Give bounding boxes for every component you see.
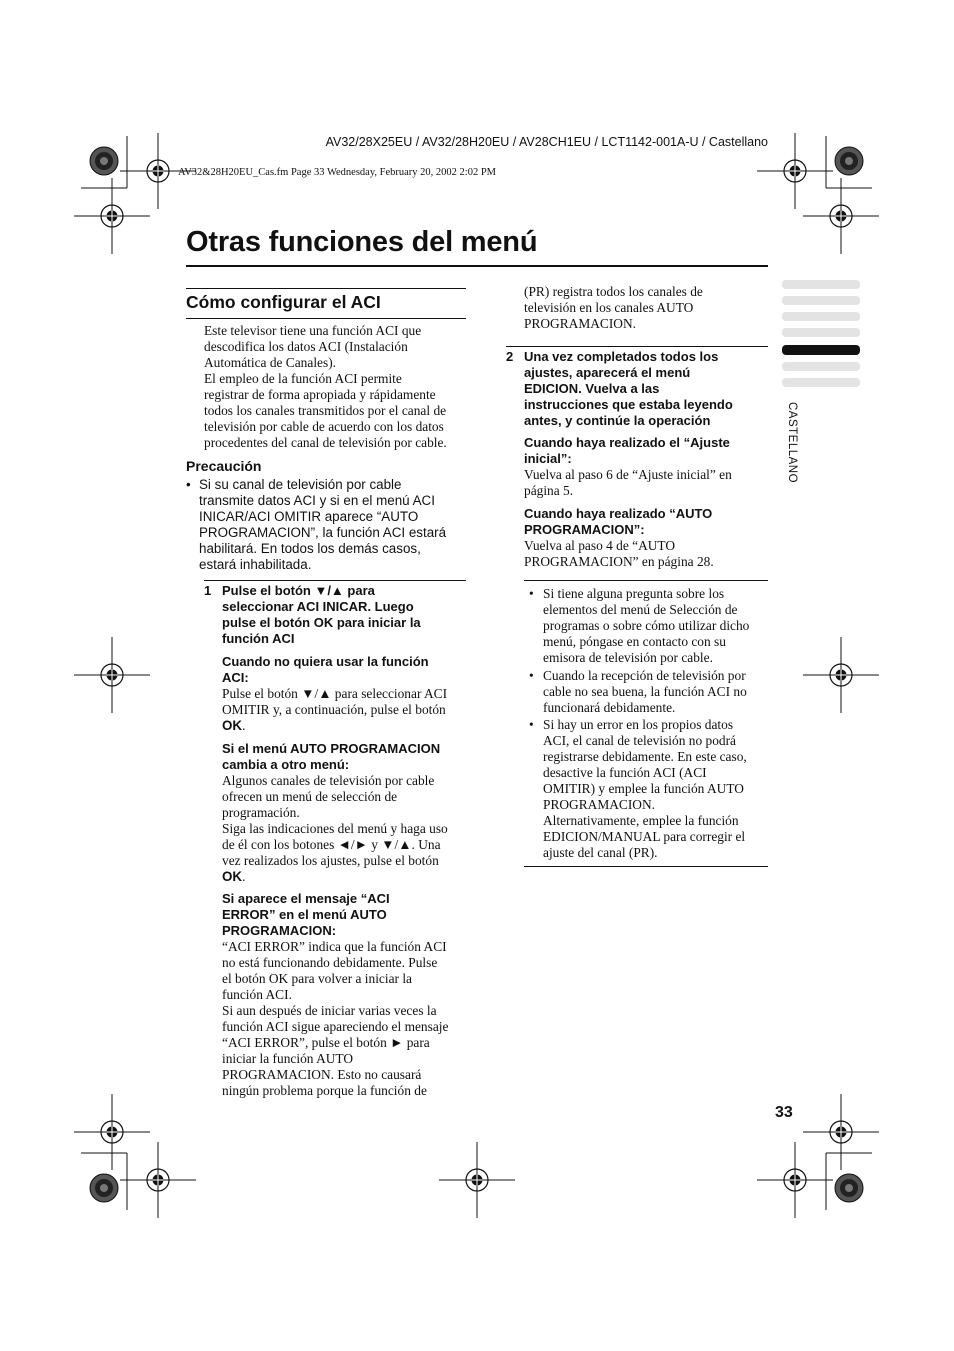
- model-header: AV32/28X25EU / AV32/28H20EU / AV28CH1EU / LCT1142-001A-U / Castellano: [325, 135, 768, 149]
- precaucion-heading: Precaución: [186, 458, 262, 474]
- step1-sub2-heading: Si el menú AUTO PROGRAMACION cambia a otro menú:: [222, 741, 441, 772]
- step2-number: 2: [506, 349, 514, 364]
- step1-rule: [204, 580, 466, 581]
- notes-rule-top: [524, 580, 768, 581]
- step2-text: Una vez completados todos los ajustes, aparecerá el menú EDICION. Vuelva a las instrucciones que estaba leyendo antes, y continúe la operación: [524, 349, 733, 428]
- page-number: 33: [775, 1104, 793, 1121]
- step1-sub3-text: “ACI ERROR” indica que la función ACI no está funcionando debidamente. Pulse el botón OK para volver a iniciar la función ACI. Si aun después de iniciar varias veces la función ACI sigue apareciendo el mensaje “ACI ERROR”, pulse el botón ► para iniciar la función AUTO PROGRAMACION. Esto no causará ningún problema porque la función de: [222, 939, 449, 1098]
- step2-sub2-text: Vuelva al paso 4 de “AUTO PROGRAMACION” en página 28.: [524, 538, 714, 569]
- step1-sub1-heading: Cuando no quiera usar la función ACI:: [222, 654, 429, 685]
- precaucion-text: Si su canal de televisión por cable transmite datos ACI y si en el menú ACI INICAR/ACI OMITIR aparece “AUTO PROGRAMACION”, la función ACI estará habilitará. En todos los demás casos, estará inhabilitada.: [199, 477, 447, 572]
- step2-sub2-heading: Cuando haya realizado “AUTO PROGRAMACION”:: [524, 506, 713, 537]
- note-bullet-3: •: [529, 717, 534, 732]
- title-rule: [186, 265, 768, 267]
- step1-sub2-text: Algunos canales de televisión por cable ofrecen un menú de selección de programación. Siga las indicaciones del menú y haga uso de él con los botones ◄/► y ▼/▲. Una vez realizados los ajustes, pulse el botón OK.: [222, 773, 448, 884]
- note-2: Cuando la recepción de televisión por cable no sea buena, la función ACI no funcionará debidamente.: [543, 668, 747, 715]
- notes-rule-bottom: [524, 866, 768, 867]
- note-bullet-2: •: [529, 668, 534, 683]
- section-rule-bottom: [186, 318, 466, 319]
- note-1: Si tiene alguna pregunta sobre los elementos del menú de Selección de programas o sobre cómo utilizar dicho menú, póngase en contacto con su emisora de televisión por cable.: [543, 586, 750, 665]
- section-rule-top: [186, 288, 466, 289]
- step1-sub3-heading: Si aparece el mensaje “ACI ERROR” en el menú AUTO PROGRAMACION:: [222, 891, 390, 938]
- step2-rule: [506, 346, 768, 347]
- language-tab: [782, 312, 860, 321]
- language-tab: [782, 280, 860, 289]
- note-3: Si hay un error en los propios datos ACI, el canal de televisión no podrá registrarse debidamente. En este caso, desactive la función ACI (ACI OMITIR) y emplee la función AUTO PROGRAMACION. Alternativamente, emplee la función EDICION/MANUAL para corregir el ajuste del canal (PR).: [543, 717, 747, 860]
- language-tab-active: [782, 345, 860, 355]
- note-bullet-1: •: [529, 586, 534, 601]
- step2-sub1-text: Vuelva al paso 6 de “Ajuste inicial” en página 5.: [524, 467, 732, 498]
- step1-text: Pulse el botón ▼/▲ para seleccionar ACI INICAR. Luego pulse el botón OK para iniciar la función ACI: [222, 583, 421, 646]
- file-info-line: AV32&28H20EU_Cas.fm Page 33 Wednesday, February 20, 2002 2:02 PM: [178, 167, 497, 178]
- side-language-label: CASTELLANO: [786, 402, 798, 484]
- continued-text: (PR) registra todos los canales de televisión en los canales AUTO PROGRAMACION.: [524, 284, 703, 331]
- language-tab: [782, 328, 860, 337]
- language-tab: [782, 362, 860, 371]
- language-tab: [782, 378, 860, 387]
- language-tab: [782, 296, 860, 305]
- step1-sub1-text: Pulse el botón ▼/▲ para seleccionar ACI OMITIR y, a continuación, pulse el botón OK.: [222, 686, 448, 733]
- step2-sub1-heading: Cuando haya realizado el “Ajuste inicial”:: [524, 435, 730, 466]
- page-title: Otras funciones del menú: [186, 226, 538, 258]
- section-title: Cómo configurar el ACI: [186, 292, 381, 312]
- step1-number: 1: [204, 583, 212, 598]
- precaucion-bullet: •: [186, 477, 191, 492]
- intro-paragraph: Este televisor tiene una función ACI que descodifica los datos ACI (Instalación Automática de Canales). El empleo de la función ACI permite registrar de forma apropiada y rápidamente todos los canales transmitidos por el canal de televisión por cable de acuerdo con los datos procedentes del canal de televisión por cable.: [204, 323, 447, 450]
